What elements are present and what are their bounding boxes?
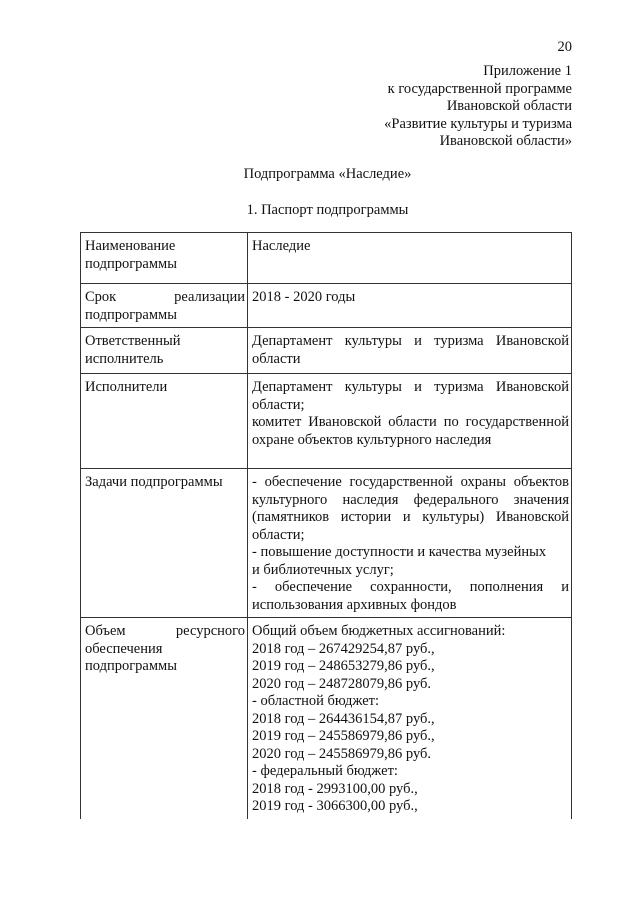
funding-line: 2019 год - 3066300,00 руб., [252, 798, 418, 814]
funding-line: Общий объем бюджетных ассигнований: [252, 623, 506, 639]
funding-line: 2019 год – 245586979,86 руб., [252, 728, 435, 744]
row-label-cell [81, 233, 248, 284]
row-value-cell [248, 618, 572, 819]
row-value: Департамент культуры и туризма Ивановской области [252, 333, 569, 367]
row-label: Ответственный [85, 333, 181, 349]
row-label-cell [81, 618, 248, 819]
row-label: Исполнители [85, 379, 168, 395]
row-label: подпрограммы [85, 658, 177, 674]
row-value: Департамент культуры и туризма Ивановской области; [252, 379, 569, 413]
row-label: Объем ресурсного [85, 623, 245, 639]
row-label: подпрограммы [85, 255, 177, 272]
subprogram-title: Подпрограмма «Наследие» [243, 166, 412, 182]
row-value-cell [248, 374, 572, 469]
appendix-line: Ивановской области» [439, 133, 572, 149]
row-label-cell [81, 469, 248, 618]
passport-table [80, 232, 572, 819]
appendix-line: «Развитие культуры и туризма [384, 115, 572, 132]
row-label: Наименование [85, 238, 176, 254]
row-label: обеспечения [85, 640, 163, 657]
task-item: - обеспечение сохранности, пополнения и использования архивных фондов [252, 579, 569, 613]
row-label: Срок реализации [85, 289, 245, 305]
table-row [81, 284, 572, 328]
funding-line: - федеральный бюджет: [252, 763, 398, 779]
row-value: комитет Ивановской области по государственной охране объектов культурного наследия [252, 414, 569, 448]
appendix-header [384, 63, 572, 151]
appendix-line: Ивановской области [446, 98, 572, 114]
table-row [81, 618, 572, 819]
row-label-cell [81, 328, 248, 374]
funding-line: 2018 год - 2993100,00 руб., [252, 780, 418, 797]
row-value-cell [248, 328, 572, 374]
task-item: - обеспечение государственной охраны объектов культурного наследия федерального значения (памятников истории и культуры) Ивановской области; [252, 474, 569, 543]
funding-line: - областной бюджет: [252, 693, 380, 709]
row-value-cell [248, 469, 572, 618]
appendix-line: к государственной программе [387, 80, 572, 97]
row-label: исполнитель [85, 350, 164, 367]
funding-line: 2019 год – 248653279,86 руб., [252, 658, 435, 674]
table-row [81, 374, 572, 469]
row-label-cell [81, 374, 248, 469]
row-label-cell [81, 284, 248, 328]
funding-line: 2018 год – 264436154,87 руб., [252, 710, 435, 727]
row-value-cell [248, 233, 572, 284]
funding-line: 2020 год – 248728079,86 руб. [252, 675, 432, 692]
task-item: и библиотечных услуг; [252, 561, 394, 578]
row-value-cell [248, 284, 572, 328]
table-row [81, 328, 572, 374]
row-value: 2018 - 2020 годы [252, 289, 356, 305]
row-value: Наследие [252, 238, 311, 254]
page-number: 20 [557, 39, 572, 55]
funding-line: 2020 год – 245586979,86 руб. [252, 745, 432, 762]
row-label: Задачи подпрограммы [85, 474, 223, 490]
table-row [81, 469, 572, 618]
row-label: подпрограммы [85, 306, 177, 323]
task-item: - повышение доступности и качества музейных [252, 544, 547, 560]
table-row [81, 233, 572, 284]
funding-line: 2018 год – 267429254,87 руб., [252, 640, 435, 657]
section-title: 1. Паспорт подпрограммы [246, 202, 409, 218]
appendix-line: Приложение 1 [483, 63, 572, 79]
